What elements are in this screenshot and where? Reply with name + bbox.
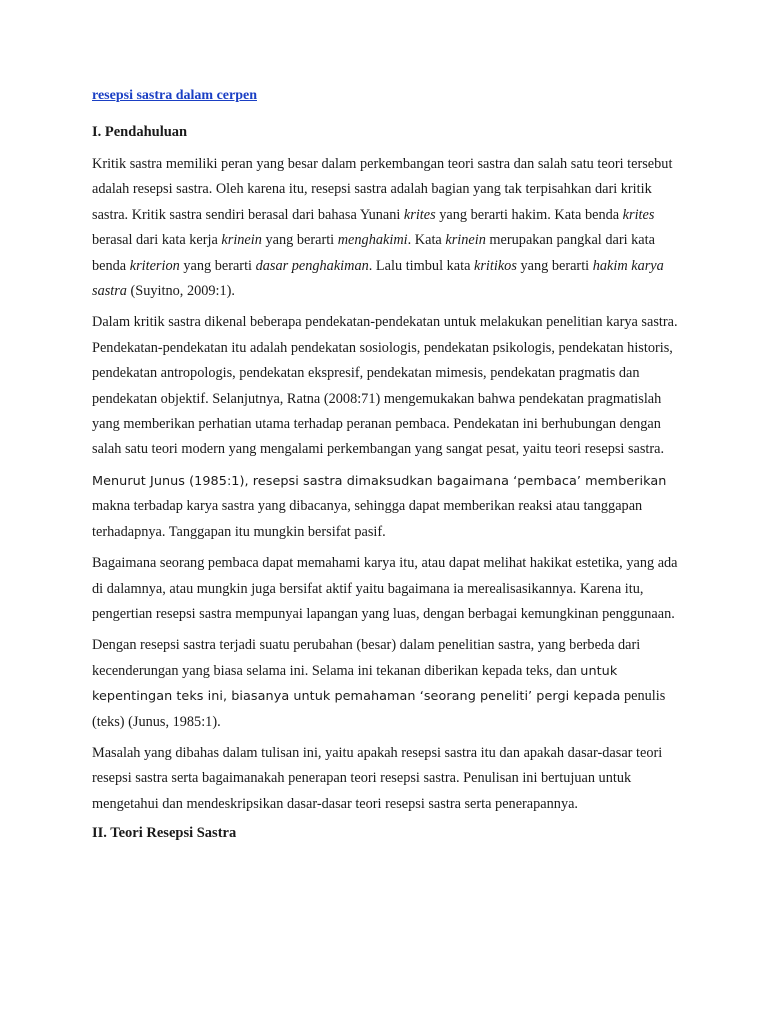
term-kriterion: kriterion [129, 257, 180, 274]
term-krinein-1: krinein [221, 232, 262, 249]
p3-serif-text: makna terbadap karya sastra yang dibacanya, sehingga dapat memberikan reaksi atau tanggapan terhadapnya. Tanggapan itu mungkin bersifat pasif. [92, 498, 643, 540]
term-menghakimi: menghakimi [337, 232, 408, 249]
p1-text-g: yang berarti [261, 232, 338, 249]
p1-text-q: yang berarti [516, 257, 593, 274]
term-krinein-2: krinein [445, 232, 486, 249]
paragraph-4: Bagaimana seorang pembaca dapat memahami karya itu, atau dapat melihat hakikat estetika, yang ada di dalamnya, atau mungkin juga bersifat aktif yaitu bagaimana ia merealisasikannya. Karena itu, pengertian resepsi sastra mempunyai lapangan yang luas, dengan berbagai kemungkinan penggunaan. [92, 555, 678, 622]
p1-text-i: . Kata [407, 232, 446, 249]
section-heading-teori-resepsi: II. Teori Resepsi Sastra [92, 825, 237, 842]
p1-text-k: merupakan pangkal dari kata benda [92, 232, 655, 274]
term-kritikos: kritikos [474, 257, 517, 274]
p5-tail-text: penulis (teks) (Junus, 1985:1). [92, 688, 666, 730]
document-title-link[interactable]: resepsi sastra dalam cerpen [92, 88, 257, 103]
p5-sans-line: untuk kepentingan teks ini, biasanya untuk pemahaman ‘seorang peneliti’ pergi kepada [92, 663, 621, 705]
term-krites-1: krites [403, 206, 436, 223]
p3-sans-line: Menurut Junus (1985:1), resepsi sastra dimaksudkan bagaimana ‘pembaca’ memberikan [92, 473, 667, 489]
p1-text-c: yang berarti hakim. Kata benda [435, 206, 623, 223]
paragraph-3 [92, 469, 682, 545]
section-heading-pendahuluan: I. Pendahuluan [92, 124, 188, 140]
term-krites-2: krites [622, 206, 655, 223]
p5-serif-text: Dengan resepsi sastra terjadi suatu perubahan (besar) dalam penelitian sastra, yang berbeda dari kecenderungan yang biasa selama ini. Selama ini tekanan diberikan kepada teks, dan [92, 637, 641, 679]
p1-text-s: (Suyitno, 2009:1). [126, 283, 235, 300]
paragraph-6: Masalah yang dibahas dalam tulisan ini, yaitu apakah resepsi sastra itu dan apakah dasar-dasar teori resepsi sastra serta bagaimanakah penerapan teori resepsi sastra. Penulisan ini bertujuan untuk mengetahui dan mendeskripsikan dasar-dasar teori resepsi sastra serta penerapannya. [92, 744, 663, 812]
paragraph-5 [92, 633, 682, 735]
paragraph-1 [92, 152, 682, 304]
p1-text-a: Kritik sastra memiliki peran yang besar dalam perkembangan teori sastra dan salah satu teori tersebut adalah resepsi sastra. Oleh karena itu, resepsi sastra adalah bagian yang tak terpisahkan dari kritik sastra. Kritik sastra sendiri berasal dari bahasa Yunani [92, 156, 673, 223]
term-hakim-karya-sastra: hakim karya sastra [92, 257, 664, 300]
p1-text-o: . Lalu timbul kata [368, 257, 474, 274]
paragraph-2: Dalam kritik sastra dikenal beberapa pendekatan-pendekatan untuk melakukan penelitian karya sastra. Pendekatan-pendekatan itu adalah pendekatan sosiologis, pendekatan psikologis, pendekatan historis, pendekatan antropologis, pendekatan ekspresif, pendekatan mimesis, pendekatan pragmatis dan pendekatan objektif. Selanjutnya, Ratna (2008:71) mengemukakan bahwa pendekatan pragmatislah yang memberikan perhatian utama terhadap peranan pembaca. Pendekatan ini berhubungan dengan salah satu teori modern yang mengalami perkembangan yang sangat pesat, yaitu teori resepsi sastra. [92, 314, 678, 458]
document-content [92, 86, 682, 853]
p1-text-m: yang berarti [179, 257, 256, 274]
term-dasar-penghakiman: dasar penghakiman [255, 257, 369, 274]
p1-text-e: berasal dari kata kerja [92, 232, 222, 249]
